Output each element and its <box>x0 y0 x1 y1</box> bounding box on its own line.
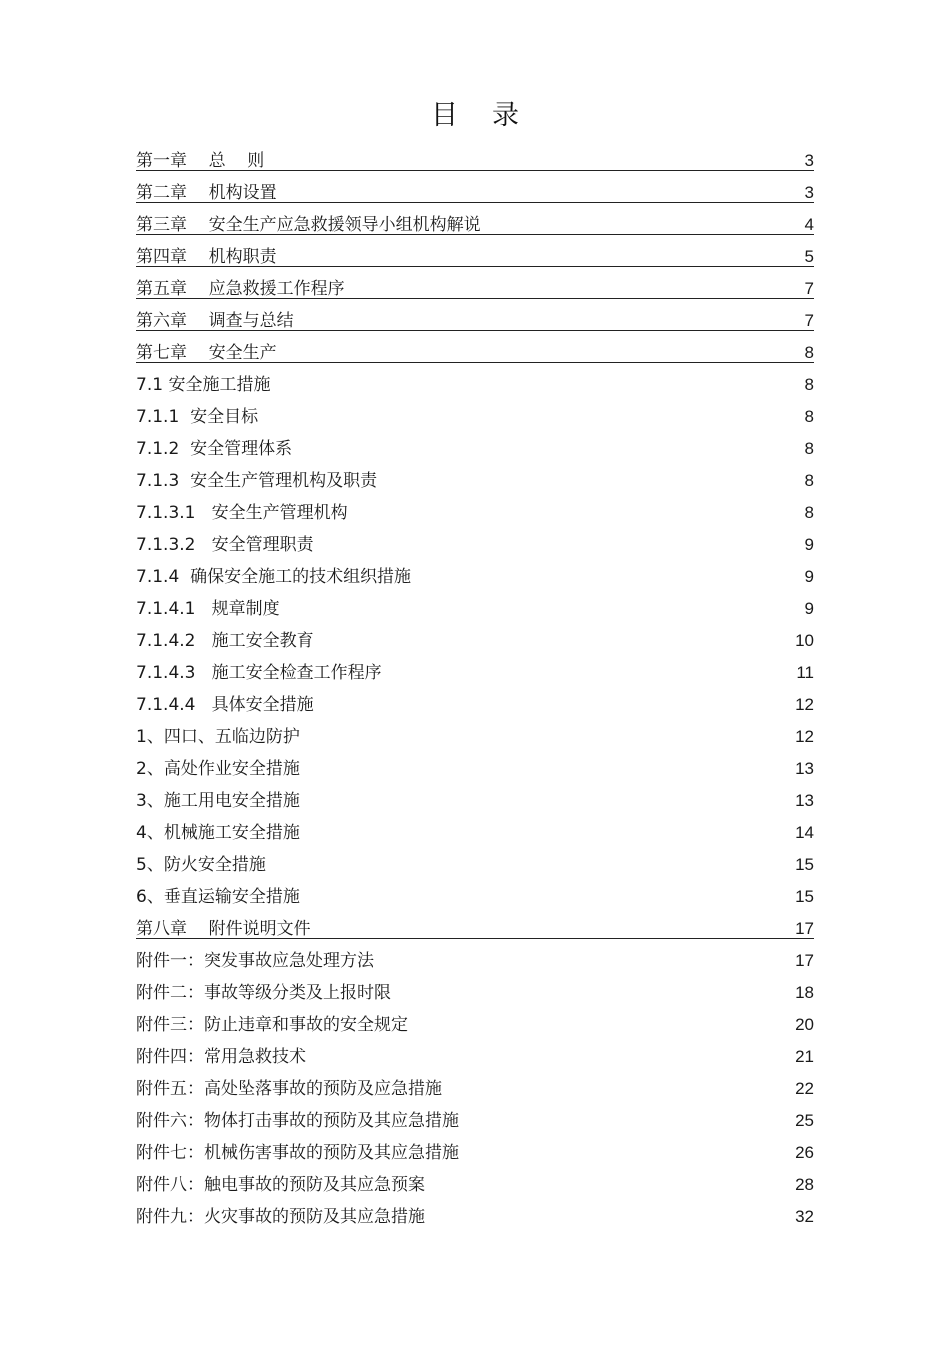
toc-entry-page-number: 21 <box>795 1047 814 1066</box>
toc-entry[interactable] <box>136 369 814 401</box>
toc-entry-page-number: 7 <box>804 279 814 298</box>
toc-entry-label: 附件四：常用急救技术 <box>136 1047 306 1067</box>
toc-chapter-entry[interactable] <box>136 913 814 945</box>
toc-entry-label: 第五章 应急救援工作程序 <box>136 279 345 299</box>
toc-entry-page-number: 8 <box>804 503 814 522</box>
toc-entry-page-number: 18 <box>795 983 814 1002</box>
toc-entry[interactable] <box>136 1041 814 1073</box>
toc-entry-page-number: 26 <box>795 1143 814 1162</box>
toc-chapter-entry[interactable] <box>136 305 814 337</box>
toc-chapter-entry[interactable] <box>136 145 814 177</box>
toc-entry[interactable] <box>136 1009 814 1041</box>
toc-entry-page-number: 10 <box>795 631 814 650</box>
toc-entry-page-number: 25 <box>795 1111 814 1130</box>
toc-entry-page-number: 17 <box>795 919 814 938</box>
toc-entry-page-number: 28 <box>795 1175 814 1194</box>
toc-entry-label: 7.1.4.2 施工安全教育 <box>136 631 314 651</box>
toc-entry-page-number: 15 <box>795 887 814 906</box>
toc-entry-label: 第二章 机构设置 <box>136 183 277 203</box>
toc-entry-label: 第七章 安全生产 <box>136 343 277 363</box>
toc-entry-label: 7.1.3.2 安全管理职责 <box>136 535 314 555</box>
toc-entry[interactable] <box>136 625 814 657</box>
toc-entry-page-number: 14 <box>795 823 814 842</box>
toc-entry[interactable] <box>136 785 814 817</box>
toc-entry[interactable] <box>136 465 814 497</box>
toc-entry-page-number: 13 <box>795 791 814 810</box>
toc-entry-page-number: 32 <box>795 1207 814 1226</box>
toc-entry[interactable] <box>136 1105 814 1137</box>
toc-entry-label: 附件九：火灾事故的预防及其应急措施 <box>136 1207 425 1227</box>
toc-entry-label: 6、垂直运输安全措施 <box>136 887 300 907</box>
toc-entry[interactable] <box>136 657 814 689</box>
toc-entry-label: 第一章 总 则 <box>136 151 265 171</box>
toc-entry-page-number: 12 <box>795 727 814 746</box>
toc-entry[interactable] <box>136 1073 814 1105</box>
toc-entry-page-number: 8 <box>804 471 814 490</box>
toc-entry[interactable] <box>136 561 814 593</box>
toc-entry-label: 2、高处作业安全措施 <box>136 759 300 779</box>
toc-entry[interactable] <box>136 721 814 753</box>
toc-chapter-entry[interactable] <box>136 209 814 241</box>
toc-entry-label: 7.1 安全施工措施 <box>136 375 271 395</box>
toc-entry-label: 附件七：机械伤害事故的预防及其应急措施 <box>136 1143 459 1163</box>
toc-entry-label: 附件六：物体打击事故的预防及其应急措施 <box>136 1111 459 1131</box>
toc-entry-label: 7.1.4.1 规章制度 <box>136 599 280 619</box>
toc-entry-page-number: 22 <box>795 1079 814 1098</box>
toc-entry[interactable] <box>136 881 814 913</box>
toc-entry-label: 附件三：防止违章和事故的安全规定 <box>136 1015 408 1035</box>
toc-entry-label: 7.1.3 安全生产管理机构及职责 <box>136 471 378 491</box>
toc-entry-page-number: 3 <box>804 183 814 202</box>
toc-entry-label: 1、四口、五临边防护 <box>136 727 300 747</box>
toc-entry-page-number: 12 <box>795 695 814 714</box>
toc-entry-label: 7.1.4 确保安全施工的技术组织措施 <box>136 567 412 587</box>
toc-entry-label: 第三章 安全生产应急救援领导小组机构解说 <box>136 215 481 235</box>
toc-entry-page-number: 8 <box>804 343 814 362</box>
toc-entry[interactable] <box>136 401 814 433</box>
toc-entry-label: 附件八：触电事故的预防及其应急预案 <box>136 1175 425 1195</box>
toc-entry-page-number: 9 <box>804 599 814 618</box>
toc-entry-page-number: 4 <box>804 215 814 234</box>
toc-entry-page-number: 9 <box>804 567 814 586</box>
toc-entry-label: 第八章 附件说明文件 <box>136 919 311 939</box>
toc-entry[interactable] <box>136 817 814 849</box>
toc-entry[interactable] <box>136 497 814 529</box>
toc-entry[interactable] <box>136 753 814 785</box>
toc-entry-label: 7.1.3.1 安全生产管理机构 <box>136 503 348 523</box>
toc-entry[interactable] <box>136 977 814 1009</box>
toc-chapter-entry[interactable] <box>136 273 814 305</box>
toc-entry[interactable] <box>136 945 814 977</box>
toc-entry-label: 附件二：事故等级分类及上报时限 <box>136 983 391 1003</box>
toc-entry-label: 附件五：高处坠落事故的预防及应急措施 <box>136 1079 442 1099</box>
table-of-contents <box>136 145 814 1233</box>
toc-entry[interactable] <box>136 689 814 721</box>
toc-entry-label: 5、防火安全措施 <box>136 855 266 875</box>
toc-entry[interactable] <box>136 1137 814 1169</box>
toc-entry[interactable] <box>136 1169 814 1201</box>
toc-entry-page-number: 9 <box>804 535 814 554</box>
toc-entry-page-number: 3 <box>804 151 814 170</box>
toc-entry-label: 第四章 机构职责 <box>136 247 277 267</box>
toc-entry-page-number: 5 <box>804 247 814 266</box>
toc-entry-page-number: 8 <box>804 375 814 394</box>
toc-entry-page-number: 8 <box>804 407 814 426</box>
toc-entry-label: 7.1.4.4 具体安全措施 <box>136 695 314 715</box>
toc-entry[interactable] <box>136 1201 814 1233</box>
toc-chapter-entry[interactable] <box>136 177 814 209</box>
toc-entry-label: 第六章 调查与总结 <box>136 311 294 331</box>
toc-entry-page-number: 15 <box>795 855 814 874</box>
toc-entry-label: 7.1.1 安全目标 <box>136 407 259 427</box>
toc-entry-page-number: 7 <box>804 311 814 330</box>
toc-entry[interactable] <box>136 849 814 881</box>
toc-chapter-entry[interactable] <box>136 337 814 369</box>
toc-entry-label: 4、机械施工安全措施 <box>136 823 300 843</box>
toc-entry-label: 7.1.4.3 施工安全检查工作程序 <box>136 663 382 683</box>
toc-entry-label: 附件一：突发事故应急处理方法 <box>136 951 374 971</box>
toc-entry-label: 7.1.2 安全管理体系 <box>136 439 293 459</box>
toc-entry-page-number: 20 <box>795 1015 814 1034</box>
toc-chapter-entry[interactable] <box>136 241 814 273</box>
toc-entry-page-number: 17 <box>795 951 814 970</box>
toc-entry[interactable] <box>136 529 814 561</box>
toc-entry[interactable] <box>136 433 814 465</box>
toc-entry-label: 3、施工用电安全措施 <box>136 791 300 811</box>
toc-entry-page-number: 11 <box>796 663 814 682</box>
toc-entry-page-number: 8 <box>804 439 814 458</box>
toc-entry-page-number: 13 <box>795 759 814 778</box>
page-title: 目录 <box>431 100 553 131</box>
toc-entry[interactable] <box>136 593 814 625</box>
